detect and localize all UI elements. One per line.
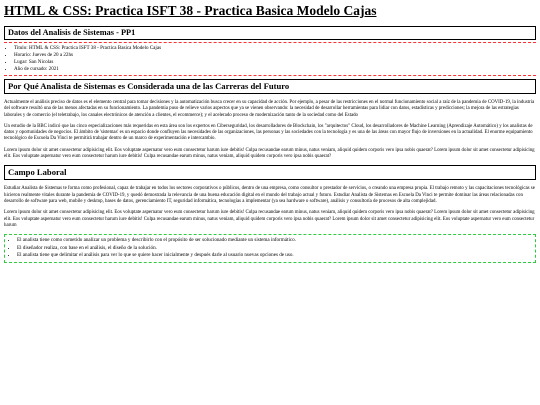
list-item: • Horario: Jueves de 20 a 22hs: [14, 52, 536, 59]
datos-list: [4, 45, 536, 73]
roles-list: [7, 237, 533, 260]
list-item: • Lugar: San Nicolas: [14, 59, 536, 66]
page-title: HTML & CSS: Practica ISFT 38 - Practica Basica Modelo Cajas: [4, 3, 377, 18]
separator: [4, 42, 536, 43]
list-item: • El diseñador realiza, con base en el análisis, el diseño de la solución.: [17, 245, 533, 253]
campo-heading: Campo Laboral: [4, 165, 536, 180]
list-item: • El analista tiene que delimitar el análisis para ver lo que se quiere hacer inicialmente y después darle al usuario nuevas opciones de uso.: [17, 252, 533, 260]
paragraph: Un estudio de la BBC indicó que las cinco especializaciones más requeridas en esta área son los expertos en Ciberseguridad, los desarrolladores de Blockchain, los "arquitectos" Cloud, los desarrolladores de Machine Learning (Aprendizaje Automático) y los analistas de datos y oportunidades de negocios. El ámbito de 'sistemas' es un espacio donde confluyen las necesidades de las organizaciones, las personas y las sociedades con la tecnología y es una de las áreas con mayor flujo de inversiones en la actualidad. El enorme equipamiento tecnológico de Escuela Da Vinci te permitirá trabajar dentro de un marco de experimentación e intercambio.: [4, 123, 533, 142]
paragraph: Estudiar Analista de Sistemas te forma como profesional, capaz de trabajar en todos los sectores corporativos o públicos, dentro de una empresa, como consultor o prestador de servicios, o creando una empresa propia. El trabajo remoto y las capacitaciones tecnológicas se hicieron realmente vitales durante la pandemia de COVID-19, y quedó demostrada la relevancia de una buena educación digital en el mundo del trabajo actual y futuro. Estudiar Analista de Sistemas en Escuela Da Vinci te permite dominar las áreas relacionadas con desarrollo de software para web, mobile y desktop, bases de datos, gerenciamiento IT, seguridad informática, tecnologías a implementar (ya sea hardware o software), análisis y consultoría de procesos de alta complejidad.: [4, 186, 535, 204]
list-item: • Año de cursado: 2021: [14, 66, 536, 73]
list-item: • El analista tiene como cometido analizar un problema y describirlo con el propósito de ser solucionado mediante un sistema informático.: [17, 237, 533, 245]
roles-box: [4, 234, 536, 263]
porque-heading: Por Qué Analista de Sistemas es Considerada una de las Carreras del Futuro: [4, 79, 536, 94]
list-item: • Titulo: HTML & CSS: Practica ISFT 38 - Practica Basica Modelo Cajas: [14, 45, 536, 52]
paragraph: Lorem ipsum dolor sit amet consectetur adipisicing elit. Eos voluptate aspernatur vero eum consectetur harum iure debitis! Culpa recusandae earum minus, natus veniam, aliquid quidem corporis vero ipsa nobis quaerat? Lorem ipsum dolor sit amet consectetur adipisicing elit. Eos voluptate aspernatur vero eum consectetur harum iure debitis! Culpa recusandae earum minus, natus veniam, aliquid quidem corporis vero ipsa nobis quaerat?: [4, 147, 535, 160]
datos-heading: Datos del Analisis de Sistemas - PP1: [4, 26, 536, 40]
paragraph: Lorem ipsum dolor sit amet consectetur adipisicing elit. Eos voluptate aspernatur vero eum consectetur harum iure debitis! Culpa recusandae earum minus, natus veniam, aliquid quidem corporis vero ipsa nobis quaerat? Lorem ipsum dolor sit amet consectetur adipisicing elit. Eos voluptate aspernatur vero eum consectetur harum iure debitis! Culpa recusandae earum minus, natus veniam, aliquid quidem corporis vero ipsa nobis quaerat? Lorem ipsum dolor sit amet consectetur adipisicing elit. Eos voluptate aspernatur vero eum consectetur harum: [4, 210, 535, 228]
paragraph: Actualmente el análisis preciso de datos es el elemento central para tomar decisiones y la automatización busca crecer en su capacidad de acción. Por ejemplo, a pesar de las restricciones en el normal funcionamiento social a raíz de la pandemia de COVID-19, la industria del software resultó una de las menos afectadas en su funcionamiento. La pandemia puso de relieve varios aspectos que ya se vienen observando: la necesidad de desarrollar herramientas para lidiar con datos, estadísticas y predicciones; la mejora de las estrategias laborales y de comercio (el teletrabajo, los canales electrónicos de atención a clientes, el ecommerce); y el acelerado proceso de modernización tanto de la sociedad como del Estado: [4, 100, 535, 118]
separator: [4, 75, 536, 76]
